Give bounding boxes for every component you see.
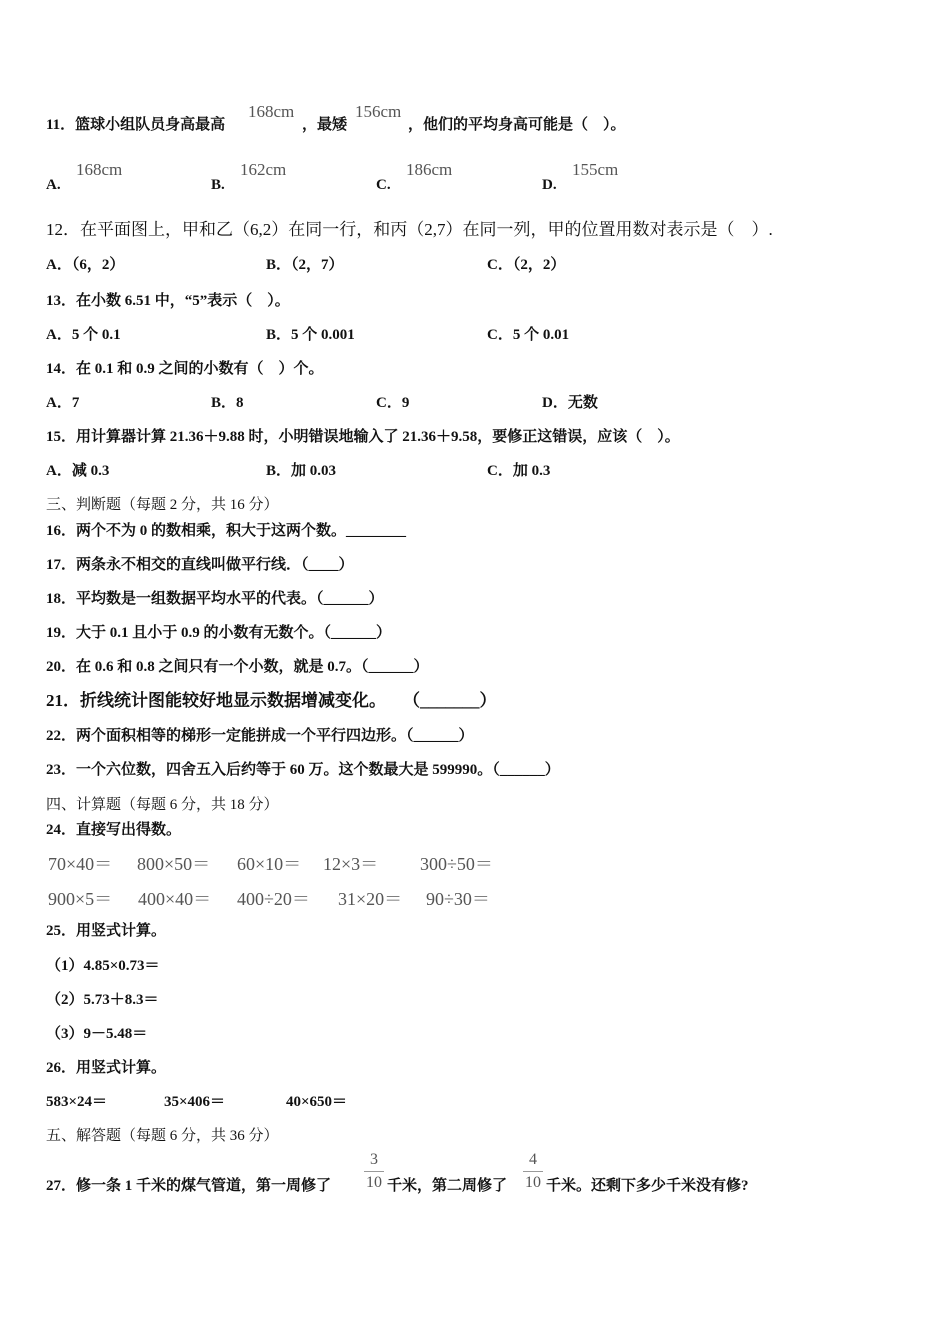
- judge-question-16: 16．两个不为 0 的数相乘，积大于这两个数。________: [46, 523, 407, 539]
- mental-math-3: 60×10＝: [237, 854, 302, 874]
- q14-option-d: D．无数: [542, 395, 598, 411]
- q14-option-c: C．9: [376, 395, 410, 411]
- q12-option-a: A．（6，2）: [46, 257, 125, 273]
- judge-question-18: 18．平均数是一组数据平均水平的代表。（______）: [46, 591, 384, 607]
- q26-item-2: 35×406＝: [164, 1094, 226, 1110]
- max-height-value: 168cm: [248, 102, 295, 121]
- q25-item-1: （1）4.85×0.73＝: [46, 958, 160, 974]
- q15-option-c: C．加 0.3: [487, 463, 551, 479]
- question-11-text-c: ，他们的平均身高可能是（ ）。: [408, 117, 626, 133]
- question-27-text-c: 千米。还剩下多少千米没有修?: [546, 1178, 749, 1194]
- judge-question-19: 19．大于 0.1 且小于 0.9 的小数有无数个。（______）: [46, 625, 392, 641]
- fraction-2-denominator: 10: [525, 1174, 541, 1191]
- q13-option-a: A．5 个 0.1: [46, 327, 121, 343]
- section-4-heading: 四、计算题（每题 6 分，共 18 分）: [46, 797, 279, 813]
- q25-item-3: （3）9－5.48＝: [46, 1026, 148, 1042]
- question-12: 12．在平面图上，甲和乙（6,2）在同一行，和丙（2,7）在同一列，甲的位置用数对表示是（ ）.: [46, 220, 773, 239]
- mental-math-7: 400×40＝: [138, 889, 212, 909]
- q14-option-b: B．8: [211, 395, 244, 411]
- fraction-1-bar: [364, 1171, 384, 1172]
- question-25: 25．用竖式计算。: [46, 923, 167, 939]
- q11-option-a-label: A.: [46, 177, 61, 193]
- question-24: 24．直接写出得数。: [46, 822, 182, 838]
- q11-option-d-value: 155cm: [572, 160, 619, 179]
- fraction-four-tenths: [523, 1151, 543, 1192]
- q11-option-c-value: 186cm: [406, 160, 453, 179]
- judge-question-22: 22．两个面积相等的梯形一定能拼成一个平行四边形。（______）: [46, 728, 474, 744]
- mental-math-5: 300÷50＝: [420, 854, 493, 874]
- question-11-text-b: ，最矮: [302, 117, 348, 133]
- q11-option-a-value: 168cm: [76, 160, 123, 179]
- question-14: 14．在 0.1 和 0.9 之间的小数有（ ）个。: [46, 361, 324, 377]
- q26-item-1: 583×24＝: [46, 1094, 108, 1110]
- judge-question-23: 23．一个六位数，四舍五入后约等于 60 万。这个数最大是 599990。（______）: [46, 762, 560, 778]
- mental-math-6: 900×5＝: [48, 889, 113, 909]
- question-11: [46, 115, 225, 135]
- judge-question-20: 20．在 0.6 和 0.8 之间只有一个小数，就是 0.7。（______）: [46, 659, 429, 675]
- mental-math-9: 31×20＝: [338, 889, 403, 909]
- judge-question-17: 17．两条永不相交的直线叫做平行线．（____）: [46, 557, 354, 573]
- fraction-1-denominator: 10: [366, 1174, 382, 1191]
- question-26: 26．用竖式计算。: [46, 1060, 167, 1076]
- q15-option-b: B．加 0.03: [266, 463, 337, 479]
- fraction-1-numerator: 3: [370, 1151, 378, 1168]
- q15-option-a: A．减 0.3: [46, 463, 110, 479]
- mental-math-4: 12×3＝: [323, 854, 379, 874]
- q11-option-d-label: D.: [542, 177, 557, 193]
- q11-option-b-value: 162cm: [240, 160, 287, 179]
- q12-option-c: C．（2，2）: [487, 257, 566, 273]
- question-15: 15．用计算器计算 21.36＋9.88 时，小明错误地输入了 21.36＋9.58，要修正这错误，应该（ ）。: [46, 429, 680, 445]
- q12-option-b: B．（2，7）: [266, 257, 344, 273]
- judge-question-21: 21．折线统计图能较好地显示数据增减变化。 （_______）: [46, 691, 497, 710]
- question-27-text-b: 千米，第二周修了: [387, 1178, 508, 1194]
- question-27-text-a: 27．修一条 1 千米的煤气管道，第一周修了: [46, 1178, 332, 1194]
- fraction-2-numerator: 4: [529, 1151, 537, 1168]
- q13-option-c: C．5 个 0.01: [487, 327, 570, 343]
- min-height-value: 156cm: [355, 102, 402, 121]
- fraction-three-tenths: [364, 1151, 384, 1192]
- q11-option-b-label: B.: [211, 177, 225, 193]
- q11-option-c-label: C.: [376, 177, 391, 193]
- q14-option-a: A．7: [46, 395, 80, 411]
- q26-item-3: 40×650＝: [286, 1094, 348, 1110]
- section-5-heading: 五、解答题（每题 6 分，共 36 分）: [46, 1128, 279, 1144]
- question-13: 13．在小数 6.51 中，“5”表示（ ）。: [46, 293, 290, 309]
- mental-math-2: 800×50＝: [137, 854, 211, 874]
- section-3-heading: 三、判断题（每题 2 分，共 16 分）: [46, 497, 279, 513]
- mental-math-10: 90÷30＝: [426, 889, 490, 909]
- question-11-text-a: 11．篮球小组队员身高最高: [46, 117, 226, 133]
- q13-option-b: B．5 个 0.001: [266, 327, 355, 343]
- mental-math-8: 400÷20＝: [237, 889, 310, 909]
- fraction-2-bar: [523, 1171, 543, 1172]
- mental-math-1: 70×40＝: [48, 854, 113, 874]
- q25-item-2: （2）5.73＋8.3＝: [46, 992, 159, 1008]
